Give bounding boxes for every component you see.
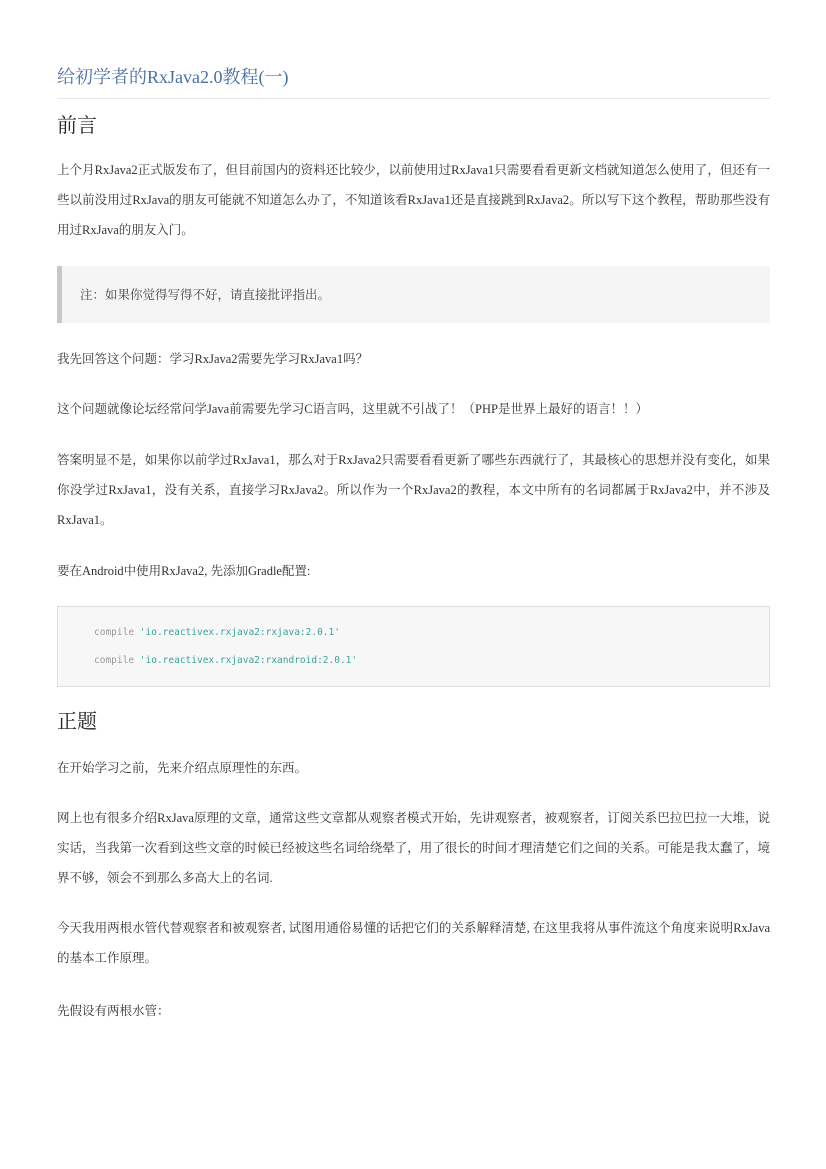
section-heading-preface: 前言 <box>57 115 97 137</box>
main-paragraph-3: 今天我用两根水管代替观察者和被观察者, 试图用通俗易懂的话把它们的关系解释清楚, 在这里我将从事件流这个角度来说明RxJava的基本工作原理。 <box>57 921 770 965</box>
analogy-paragraph: 这个问题就像论坛经常问学Java前需要先学习C语言吗，这里就不引战了！（PHP是世界上最好的语言！！） <box>57 402 648 416</box>
code-string: 'io.reactivex.rxjava2:rxjava:2.0.1' <box>139 627 340 638</box>
note-text: 注：如果你觉得写得不好，请直接批评指出。 <box>80 288 331 302</box>
document-title: 给初学者的RxJava2.0教程(一) <box>57 64 770 99</box>
section-heading-main: 正题 <box>57 711 97 733</box>
intro-paragraph: 上个月RxJava2正式版发布了，但目前国内的资料还比较少，以前使用过RxJava1只需要看看更新文档就知道怎么使用了，但还有一些以前没用过RxJava的朋友可能就不知道怎么办了，不知道该看RxJava1还是直接跳到RxJava2。所以写下这个教程，帮助那些没有用过RxJava的朋友入门。 <box>57 163 770 237</box>
code-line-2 <box>94 655 357 666</box>
gradle-intro-paragraph: 要在Android中使用RxJava2, 先添加Gradle配置: <box>57 564 311 578</box>
code-keyword: compile <box>94 627 135 638</box>
question-paragraph: 我先回答这个问题：学习RxJava2需要先学习RxJava1吗？ <box>57 352 369 366</box>
code-string: 'io.reactivex.rxjava2:rxandroid:2.0.1' <box>139 655 358 666</box>
code-block <box>57 606 770 687</box>
note-blockquote <box>57 266 770 323</box>
main-paragraph-1: 在开始学习之前，先来介绍点原理性的东西。 <box>57 761 308 775</box>
code-line-1 <box>94 627 340 638</box>
main-paragraph-2: 网上也有很多介绍RxJava原理的文章，通常这些文章都从观察者模式开始，先讲观察者，被观察者，订阅关系巴拉巴拉一大堆，说实话，当我第一次看到这些文章的时候已经被这些名词给绕晕了，用了很长的时间才理清楚它们之间的关系。可能是我太蠢了，境界不够，领会不到那么多高大上的名词. <box>57 811 770 885</box>
main-paragraph-4: 先假设有两根水管： <box>57 1004 170 1018</box>
answer-paragraph: 答案明显不是，如果你以前学过RxJava1，那么对于RxJava2只需要看看更新了哪些东西就行了，其最核心的思想并没有变化，如果你没学过RxJava1，没有关系，直接学习RxJava2。所以作为一个RxJava2的教程，本文中所有的名词都属于RxJava2中，并不涉及RxJava1。 <box>57 453 770 527</box>
code-keyword: compile <box>94 655 135 666</box>
